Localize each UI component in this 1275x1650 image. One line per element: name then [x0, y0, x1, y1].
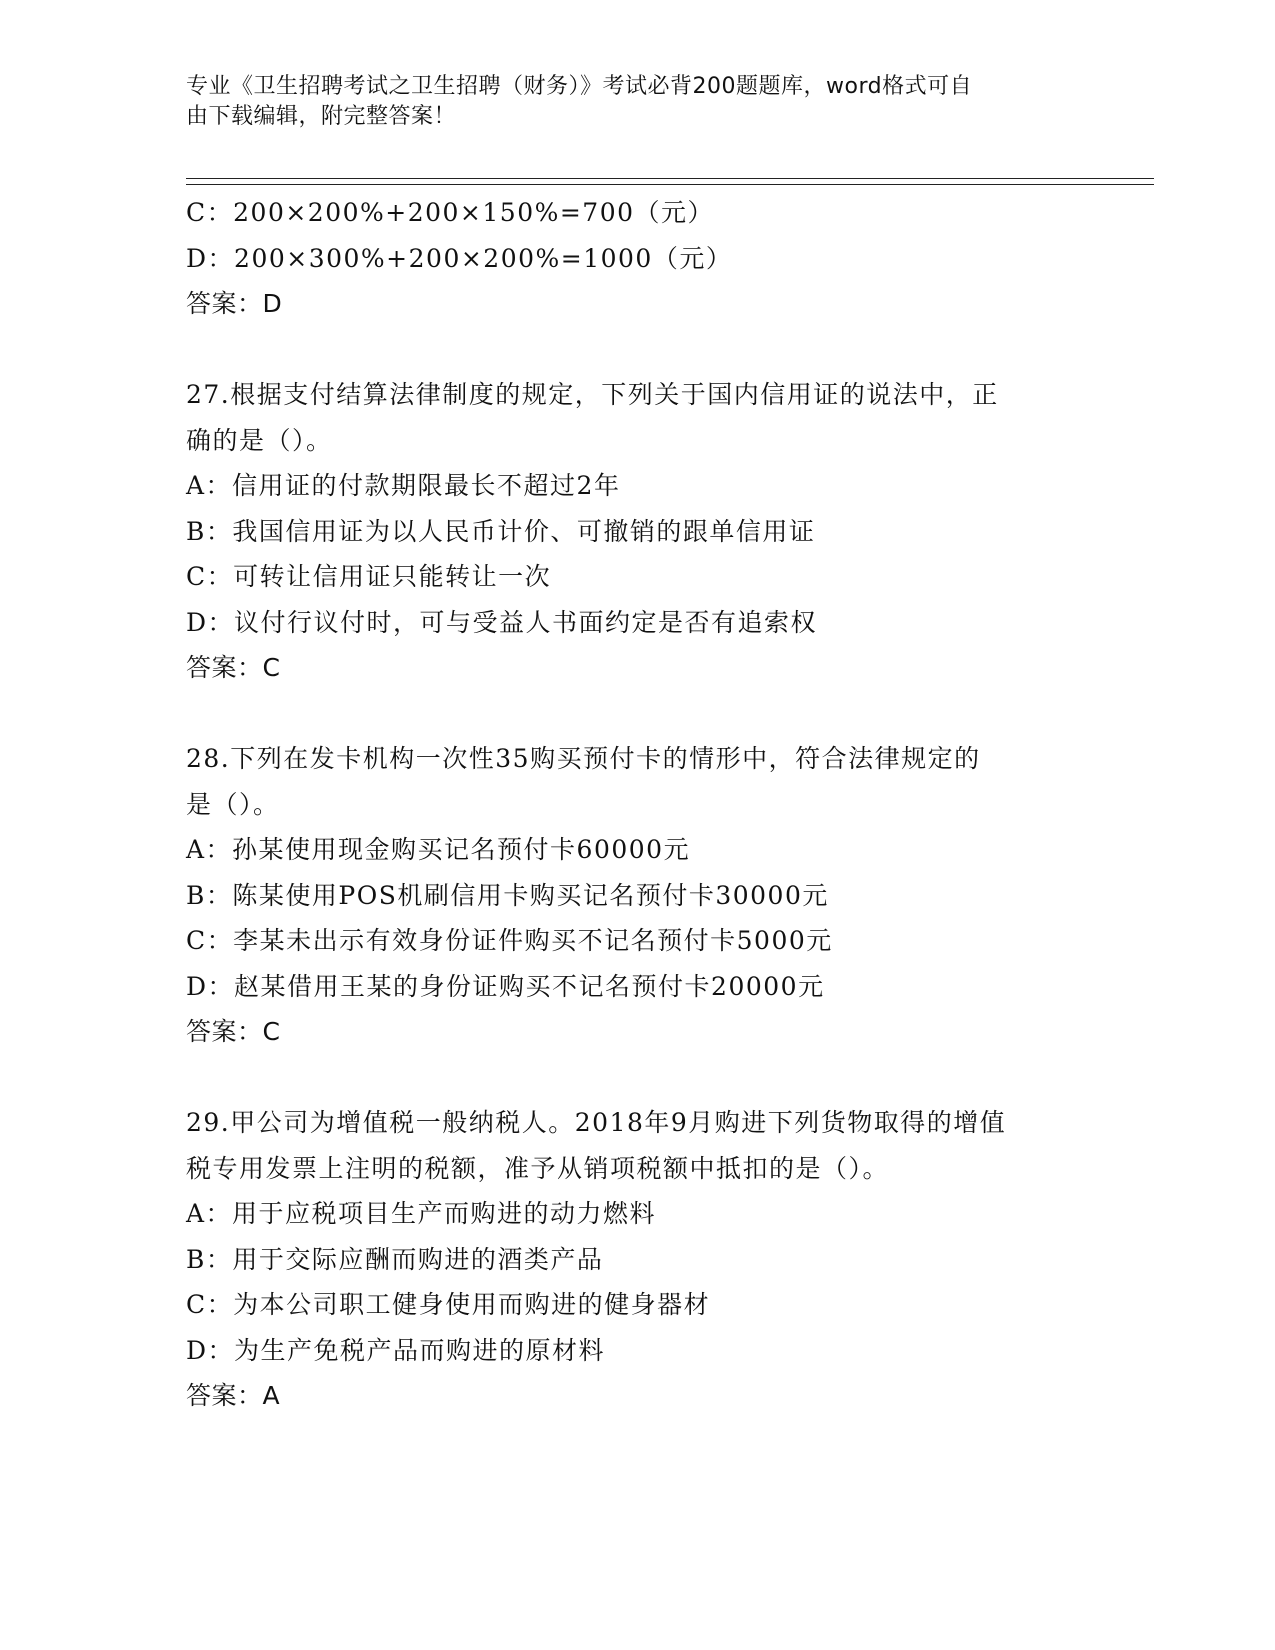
- question-stem-line-2: 确的是（）。: [186, 425, 333, 455]
- answer: 答案：C: [186, 653, 281, 682]
- option-d: D：赵某借用王某的身份证购买不记名预付卡20000元: [186, 971, 825, 1001]
- header-line-1: 专业《卫生招聘考试之卫生招聘（财务）》考试必背200题题库，word格式可自: [186, 74, 973, 99]
- spacer: [186, 1055, 1086, 1101]
- answer: 答案：A: [186, 1381, 281, 1410]
- prev-option-c: C：200×200%+200×150%=700（元）: [186, 198, 715, 227]
- question-stem-line-2: 税专用发票上注明的税额，准予从销项税额中抵扣的是（）。: [186, 1153, 890, 1183]
- option-b: B：陈某使用POS机刷信用卡购买记名预付卡30000元: [186, 880, 829, 910]
- question-stem-line-1: 28.下列在发卡机构一次性35购买预付卡的情形中，符合法律规定的: [186, 744, 981, 773]
- spacer: [186, 327, 1086, 373]
- header-divider-bottom: [186, 184, 1154, 185]
- option-c: C：为本公司职工健身使用而购进的健身器材: [186, 1290, 711, 1319]
- option-c: C：李某未出示有效身份证件购买不记名预付卡5000元: [186, 926, 833, 955]
- question-27: [186, 372, 1086, 691]
- option-d: D：为生产免税产品而购进的原材料: [186, 1335, 606, 1365]
- option-a: A：用于应税项目生产而购进的动力燃料: [186, 1199, 657, 1228]
- question-stem-line-1: 29.甲公司为增值税一般纳税人。2018年9月购进下列货物取得的增值: [186, 1108, 1007, 1137]
- option-d: D：议付行议付时，可与受益人书面约定是否有追索权: [186, 607, 818, 637]
- option-b: B：用于交际应酬而购进的酒类产品: [186, 1244, 604, 1274]
- question-28: [186, 736, 1086, 1055]
- option-a: A：信用证的付款期限最长不超过2年: [186, 471, 621, 500]
- question-content: [186, 190, 1086, 1419]
- header-line-2: 由下载编辑，附完整答案！: [186, 104, 457, 129]
- spacer: [186, 691, 1086, 737]
- prev-answer: 答案：D: [186, 289, 283, 318]
- document-header: [186, 72, 1076, 132]
- header-divider-top: [186, 178, 1154, 179]
- prev-option-d: D：200×300%+200×200%=1000（元）: [186, 243, 733, 273]
- option-c: C：可转让信用证只能转让一次: [186, 562, 552, 591]
- answer: 答案：C: [186, 1017, 281, 1046]
- option-b: B：我国信用证为以人民币计价、可撤销的跟单信用证: [186, 516, 816, 546]
- question-29: [186, 1100, 1086, 1419]
- question-stem-line-1: 27.根据支付结算法律制度的规定，下列关于国内信用证的说法中，正: [186, 380, 999, 409]
- question-stem-line-2: 是（）。: [186, 789, 280, 819]
- option-a: A：孙某使用现金购买记名预付卡60000元: [186, 835, 691, 864]
